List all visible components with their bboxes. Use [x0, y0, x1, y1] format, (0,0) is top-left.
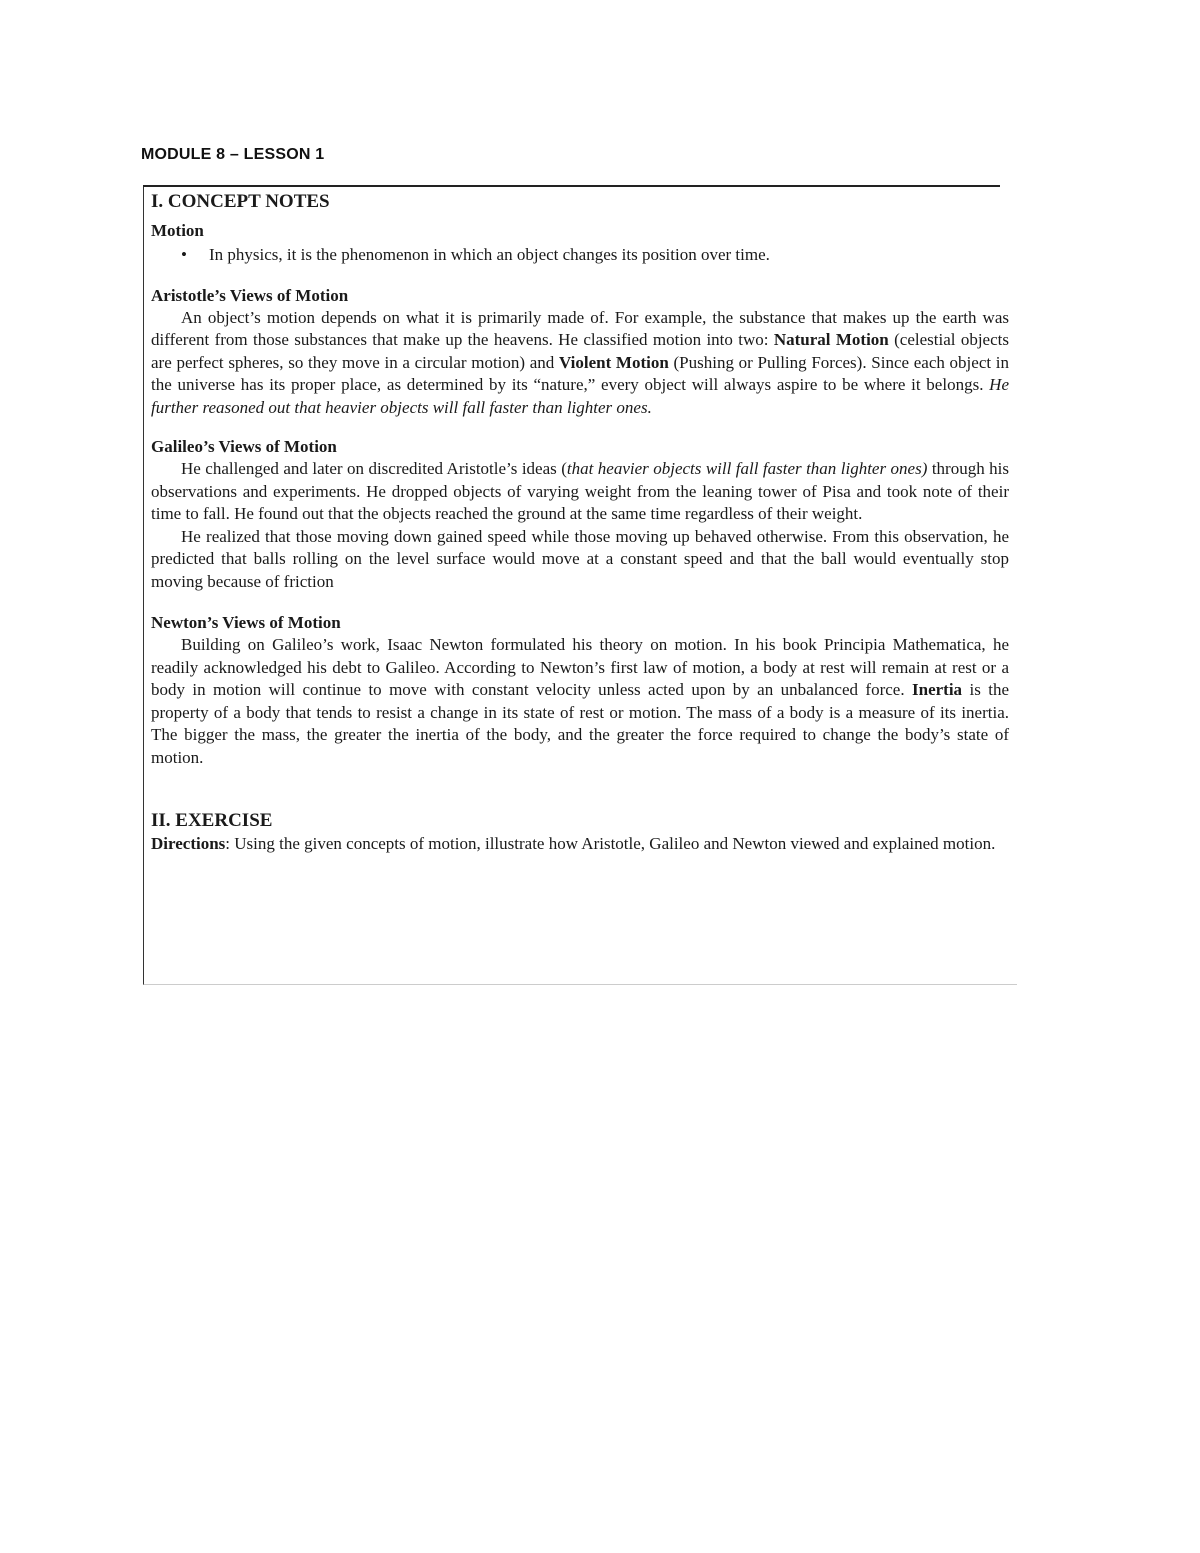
exercise-directions — [151, 833, 1009, 856]
concept-notes-heading: I. CONCEPT NOTES — [151, 191, 330, 212]
violent-motion-term: Violent Motion — [558, 352, 669, 372]
aristotle-heading: Aristotle’s Views of Motion — [151, 285, 349, 305]
galileo-text-1: He challenged and later on discredited Aristotle’s ideas ( — [181, 459, 567, 478]
aristotle-conclusion: He further reasoned out that heavier objects will fall faster than lighter ones. — [151, 375, 1009, 417]
newton-text-1: Building on Galileo’s work, Isaac Newton formulated his theory on motion. In his book Principia Mathematica, he readily acknowledged his debt to Galileo. According to Newton’s first law of motion, a body at rest will remain at rest or a body in motion will continue to move with constant velocity unless acted upon by an unbalanced force. — [151, 635, 1009, 699]
inertia-term: Inertia — [912, 680, 963, 699]
galileo-paragraph-1 — [151, 458, 1009, 526]
bullet-icon: • — [181, 245, 187, 264]
motion-bullet-item — [151, 244, 1009, 267]
newton-paragraph — [151, 634, 1009, 769]
aristotle-text-3: (Pushing or Pulling Forces). Since each object in the universe has its proper place, as determined by its “nature,” every object will always aspire to be where it belongs. — [151, 352, 1010, 394]
galileo-italic-quote: that heavier objects will fall faster than lighter ones) — [566, 459, 928, 478]
exercise-heading: II. EXERCISE — [151, 810, 273, 831]
galileo-paragraph-2: He realized that those moving down gained speed while those moving up behaved otherwise. From this observation, he predicted that balls rolling on the level surface would move at a constant speed and that the ball would eventually stop moving because of friction — [151, 526, 1009, 591]
galileo-text-2: through his observations and experiments. He dropped objects of varying weight from the leaning tower of Pisa and took note of their time to fall. He found out that the objects reached the ground at the same time regardless of their weight. — [151, 459, 1010, 523]
aristotle-text-1: An object’s motion depends on what it is primarily made of. For example, the substance that makes up the earth was different from those substances that make up the heavens. He classified motion into two: — [151, 307, 1009, 349]
aristotle-paragraph — [151, 307, 1009, 420]
galileo-heading: Galileo’s Views of Motion — [151, 437, 337, 456]
motion-heading: Motion — [151, 221, 204, 240]
motion-definition: In physics, it is the phenomenon in which an object changes its position over time. — [209, 245, 770, 264]
aristotle-text-2: (celestial objects are perfect spheres, so they move in a circular motion) and — [151, 330, 1009, 372]
directions-label: Directions — [151, 834, 226, 853]
directions-text: : Using the given concepts of motion, illustrate how Aristotle, Galileo and Newton viewed and explained motion. — [225, 834, 996, 853]
top-rule — [143, 185, 1000, 187]
natural-motion-term: Natural Motion — [773, 330, 889, 349]
newton-text-2: is the property of a body that tends to resist a change in its state of rest or motion. The mass of a body is a measure of its inertia. The bigger the mass, the greater the inertia of the body, and the greater the force required to change the body’s state of motion. — [151, 680, 1009, 767]
lesson-content — [151, 190, 1009, 856]
module-title: MODULE 8 – LESSON 1 — [141, 146, 325, 163]
newton-heading: Newton’s Views of Motion — [151, 613, 341, 632]
